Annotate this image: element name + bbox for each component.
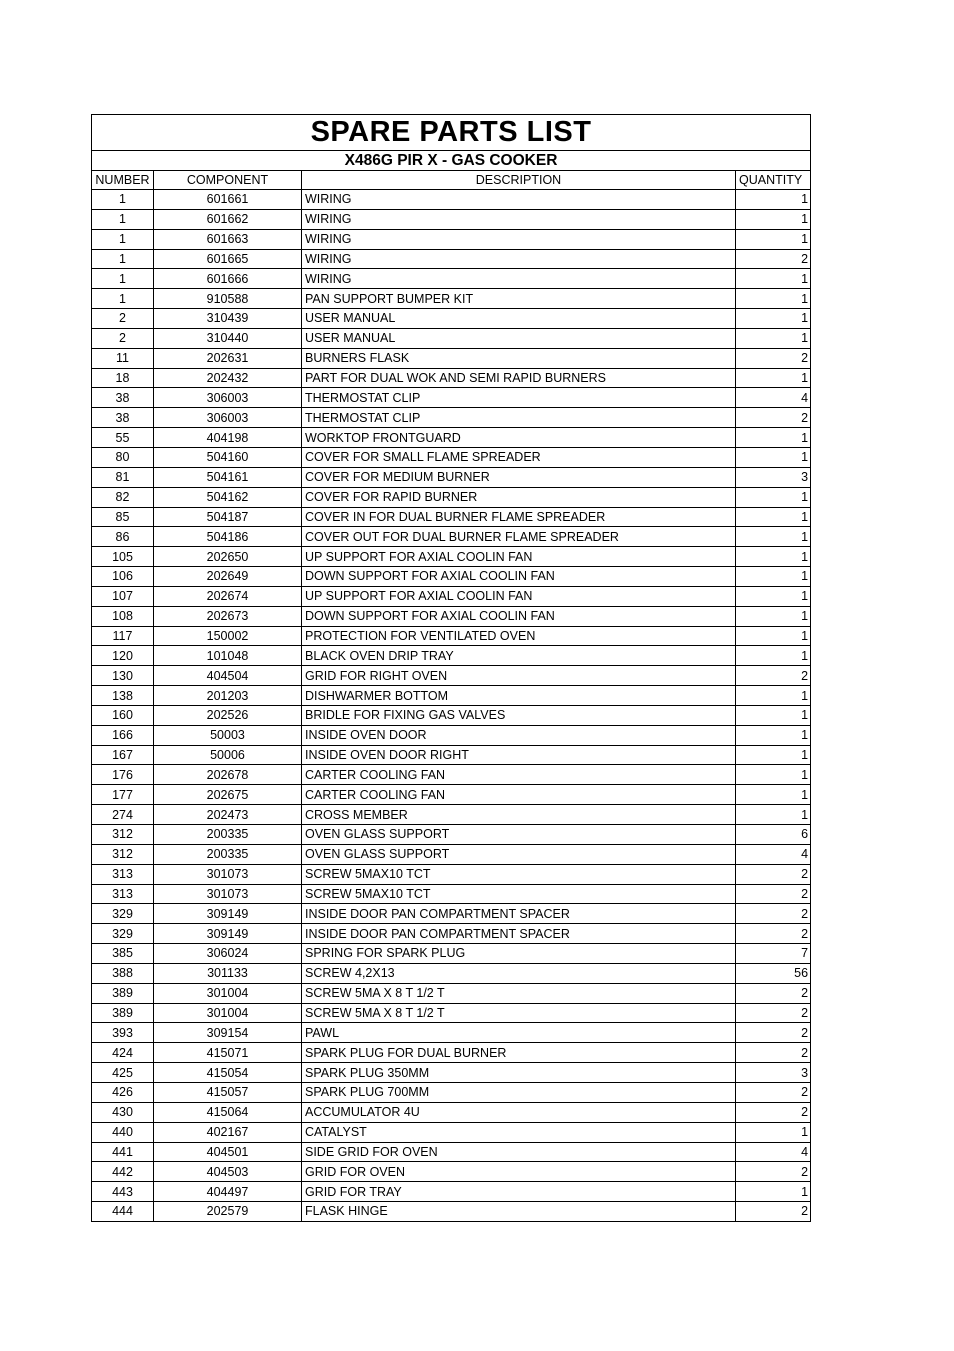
part-description: FLASK HINGE xyxy=(302,1202,736,1222)
part-quantity: 1 xyxy=(736,626,811,646)
component-code: 309149 xyxy=(154,924,302,944)
table-row xyxy=(92,666,811,686)
table-row xyxy=(92,309,811,329)
table-row xyxy=(92,864,811,884)
part-number: 2 xyxy=(92,328,154,348)
part-quantity: 2 xyxy=(736,1023,811,1043)
table-row xyxy=(92,725,811,745)
part-number: 1 xyxy=(92,289,154,309)
part-description: PAN SUPPORT BUMPER KIT xyxy=(302,289,736,309)
part-number: 85 xyxy=(92,507,154,527)
part-description: WIRING xyxy=(302,249,736,269)
table-row xyxy=(92,1162,811,1182)
part-quantity: 1 xyxy=(736,705,811,725)
part-number: 86 xyxy=(92,527,154,547)
part-number: 426 xyxy=(92,1082,154,1102)
table-row xyxy=(92,844,811,864)
table-row xyxy=(92,805,811,825)
part-description: COVER FOR RAPID BURNER xyxy=(302,487,736,507)
part-description: UP SUPPORT FOR AXIAL COOLIN FAN xyxy=(302,547,736,567)
component-code: 601663 xyxy=(154,229,302,249)
part-description: COVER FOR SMALL FLAME SPREADER xyxy=(302,447,736,467)
part-quantity: 1 xyxy=(736,1182,811,1202)
part-description: SCREW 5MA X 8 T 1/2 T xyxy=(302,1003,736,1023)
part-quantity: 2 xyxy=(736,1102,811,1122)
part-quantity: 1 xyxy=(736,309,811,329)
part-description: OVEN GLASS SUPPORT xyxy=(302,825,736,845)
component-code: 504186 xyxy=(154,527,302,547)
part-number: 1 xyxy=(92,190,154,210)
part-number: 82 xyxy=(92,487,154,507)
part-description: SPARK PLUG 700MM xyxy=(302,1082,736,1102)
table-row xyxy=(92,1142,811,1162)
part-number: 424 xyxy=(92,1043,154,1063)
column-header-number: NUMBER xyxy=(92,171,154,190)
component-code: 310440 xyxy=(154,328,302,348)
component-code: 200335 xyxy=(154,844,302,864)
component-code: 415057 xyxy=(154,1082,302,1102)
component-code: 301073 xyxy=(154,884,302,904)
part-quantity: 1 xyxy=(736,368,811,388)
table-row xyxy=(92,765,811,785)
part-quantity: 1 xyxy=(736,447,811,467)
part-quantity: 1 xyxy=(736,269,811,289)
component-code: 301133 xyxy=(154,963,302,983)
part-number: 81 xyxy=(92,467,154,487)
part-description: CARTER COOLING FAN xyxy=(302,765,736,785)
part-number: 106 xyxy=(92,567,154,587)
part-quantity: 2 xyxy=(736,1003,811,1023)
component-code: 310439 xyxy=(154,309,302,329)
component-code: 910588 xyxy=(154,289,302,309)
part-description: PART FOR DUAL WOK AND SEMI RAPID BURNERS xyxy=(302,368,736,388)
component-code: 202631 xyxy=(154,348,302,368)
table-row xyxy=(92,686,811,706)
part-quantity: 1 xyxy=(736,586,811,606)
part-quantity: 1 xyxy=(736,785,811,805)
table-row xyxy=(92,1023,811,1043)
part-quantity: 1 xyxy=(736,606,811,626)
spare-parts-table xyxy=(91,114,811,1222)
part-description: WORKTOP FRONTGUARD xyxy=(302,428,736,448)
part-number: 313 xyxy=(92,864,154,884)
part-number: 130 xyxy=(92,666,154,686)
part-number: 388 xyxy=(92,963,154,983)
component-code: 504161 xyxy=(154,467,302,487)
part-description: CATALYST xyxy=(302,1122,736,1142)
part-description: THERMOSTAT CLIP xyxy=(302,388,736,408)
part-quantity: 56 xyxy=(736,963,811,983)
part-number: 117 xyxy=(92,626,154,646)
part-number: 441 xyxy=(92,1142,154,1162)
page-title: SPARE PARTS LIST xyxy=(92,115,811,151)
part-number: 443 xyxy=(92,1182,154,1202)
part-quantity: 2 xyxy=(736,666,811,686)
table-row xyxy=(92,388,811,408)
part-number: 312 xyxy=(92,825,154,845)
part-quantity: 1 xyxy=(736,745,811,765)
part-description: SPARK PLUG 350MM xyxy=(302,1063,736,1083)
table-row xyxy=(92,924,811,944)
component-code: 306003 xyxy=(154,388,302,408)
column-header-component: COMPONENT xyxy=(154,171,302,190)
column-header-quantity: QUANTITY xyxy=(736,171,811,190)
part-quantity: 1 xyxy=(736,209,811,229)
part-number: 442 xyxy=(92,1162,154,1182)
table-row xyxy=(92,209,811,229)
part-description: CARTER COOLING FAN xyxy=(302,785,736,805)
part-quantity: 1 xyxy=(736,328,811,348)
component-code: 202649 xyxy=(154,567,302,587)
table-row xyxy=(92,825,811,845)
part-quantity: 1 xyxy=(736,805,811,825)
part-number: 120 xyxy=(92,646,154,666)
part-number: 80 xyxy=(92,447,154,467)
part-number: 107 xyxy=(92,586,154,606)
component-code: 309154 xyxy=(154,1023,302,1043)
component-code: 202673 xyxy=(154,606,302,626)
component-code: 601665 xyxy=(154,249,302,269)
part-quantity: 2 xyxy=(736,1202,811,1222)
part-quantity: 2 xyxy=(736,904,811,924)
part-quantity: 2 xyxy=(736,408,811,428)
component-code: 301073 xyxy=(154,864,302,884)
part-description: BRIDLE FOR FIXING GAS VALVES xyxy=(302,705,736,725)
part-number: 274 xyxy=(92,805,154,825)
part-description: SCREW 5MAX10 TCT xyxy=(302,884,736,904)
part-quantity: 1 xyxy=(736,725,811,745)
part-number: 440 xyxy=(92,1122,154,1142)
part-description: WIRING xyxy=(302,269,736,289)
part-quantity: 1 xyxy=(736,229,811,249)
part-description: COVER OUT FOR DUAL BURNER FLAME SPREADER xyxy=(302,527,736,547)
part-number: 105 xyxy=(92,547,154,567)
table-row xyxy=(92,547,811,567)
table-row xyxy=(92,785,811,805)
component-code: 309149 xyxy=(154,904,302,924)
component-code: 202432 xyxy=(154,368,302,388)
table-row xyxy=(92,408,811,428)
part-number: 393 xyxy=(92,1023,154,1043)
table-row xyxy=(92,527,811,547)
part-description: PROTECTION FOR VENTILATED OVEN xyxy=(302,626,736,646)
table-row xyxy=(92,1063,811,1083)
part-description: INSIDE OVEN DOOR xyxy=(302,725,736,745)
component-code: 202579 xyxy=(154,1202,302,1222)
component-code: 150002 xyxy=(154,626,302,646)
part-description: OVEN GLASS SUPPORT xyxy=(302,844,736,864)
table-row xyxy=(92,586,811,606)
part-number: 176 xyxy=(92,765,154,785)
part-description: WIRING xyxy=(302,209,736,229)
part-number: 389 xyxy=(92,983,154,1003)
component-code: 50006 xyxy=(154,745,302,765)
component-code: 504160 xyxy=(154,447,302,467)
part-quantity: 4 xyxy=(736,844,811,864)
part-number: 160 xyxy=(92,705,154,725)
part-description: SPARK PLUG FOR DUAL BURNER xyxy=(302,1043,736,1063)
part-quantity: 1 xyxy=(736,1122,811,1142)
table-row xyxy=(92,328,811,348)
component-code: 301004 xyxy=(154,983,302,1003)
part-quantity: 2 xyxy=(736,983,811,1003)
part-description: GRID FOR RIGHT OVEN xyxy=(302,666,736,686)
part-quantity: 2 xyxy=(736,1162,811,1182)
component-code: 404497 xyxy=(154,1182,302,1202)
part-number: 55 xyxy=(92,428,154,448)
part-quantity: 1 xyxy=(736,547,811,567)
part-quantity: 4 xyxy=(736,388,811,408)
part-description: GRID FOR OVEN xyxy=(302,1162,736,1182)
part-description: GRID FOR TRAY xyxy=(302,1182,736,1202)
part-number: 1 xyxy=(92,229,154,249)
component-code: 202650 xyxy=(154,547,302,567)
component-code: 504162 xyxy=(154,487,302,507)
part-description: SCREW 5MAX10 TCT xyxy=(302,864,736,884)
table-row xyxy=(92,606,811,626)
component-code: 202674 xyxy=(154,586,302,606)
part-number: 177 xyxy=(92,785,154,805)
part-number: 108 xyxy=(92,606,154,626)
part-number: 389 xyxy=(92,1003,154,1023)
part-quantity: 3 xyxy=(736,467,811,487)
table-row xyxy=(92,447,811,467)
table-row xyxy=(92,904,811,924)
part-description: INSIDE DOOR PAN COMPARTMENT SPACER xyxy=(302,904,736,924)
part-quantity: 1 xyxy=(736,686,811,706)
model-subtitle: X486G PIR X - GAS COOKER xyxy=(92,151,811,171)
part-description: DISHWARMER BOTTOM xyxy=(302,686,736,706)
component-code: 50003 xyxy=(154,725,302,745)
part-quantity: 2 xyxy=(736,864,811,884)
part-description: INSIDE OVEN DOOR RIGHT xyxy=(302,745,736,765)
component-code: 306024 xyxy=(154,944,302,964)
table-row xyxy=(92,1102,811,1122)
part-quantity: 2 xyxy=(736,924,811,944)
part-description: THERMOSTAT CLIP xyxy=(302,408,736,428)
part-number: 38 xyxy=(92,408,154,428)
component-code: 202675 xyxy=(154,785,302,805)
part-description: SCREW 5MA X 8 T 1/2 T xyxy=(302,983,736,1003)
part-number: 2 xyxy=(92,309,154,329)
component-code: 306003 xyxy=(154,408,302,428)
part-quantity: 1 xyxy=(736,428,811,448)
table-row xyxy=(92,348,811,368)
part-description: SPRING FOR SPARK PLUG xyxy=(302,944,736,964)
component-code: 404504 xyxy=(154,666,302,686)
table-row xyxy=(92,944,811,964)
part-quantity: 2 xyxy=(736,1043,811,1063)
part-number: 444 xyxy=(92,1202,154,1222)
component-code: 202473 xyxy=(154,805,302,825)
part-description: WIRING xyxy=(302,229,736,249)
part-number: 167 xyxy=(92,745,154,765)
component-code: 404198 xyxy=(154,428,302,448)
part-quantity: 1 xyxy=(736,527,811,547)
table-row xyxy=(92,1202,811,1222)
table-row xyxy=(92,646,811,666)
part-number: 425 xyxy=(92,1063,154,1083)
part-description: COVER FOR MEDIUM BURNER xyxy=(302,467,736,487)
component-code: 201203 xyxy=(154,686,302,706)
part-number: 18 xyxy=(92,368,154,388)
part-number: 1 xyxy=(92,269,154,289)
table-row xyxy=(92,983,811,1003)
part-description: BURNERS FLASK xyxy=(302,348,736,368)
part-quantity: 2 xyxy=(736,348,811,368)
part-description: BLACK OVEN DRIP TRAY xyxy=(302,646,736,666)
component-code: 415071 xyxy=(154,1043,302,1063)
table-row xyxy=(92,467,811,487)
component-code: 301004 xyxy=(154,1003,302,1023)
part-quantity: 1 xyxy=(736,646,811,666)
table-row xyxy=(92,963,811,983)
part-quantity: 1 xyxy=(736,765,811,785)
part-number: 312 xyxy=(92,844,154,864)
part-number: 1 xyxy=(92,209,154,229)
part-quantity: 1 xyxy=(736,289,811,309)
component-code: 601661 xyxy=(154,190,302,210)
table-row xyxy=(92,190,811,210)
parts-rows xyxy=(92,190,811,1222)
part-description: COVER IN FOR DUAL BURNER FLAME SPREADER xyxy=(302,507,736,527)
part-quantity: 3 xyxy=(736,1063,811,1083)
component-code: 404501 xyxy=(154,1142,302,1162)
part-quantity: 2 xyxy=(736,884,811,904)
part-description: DOWN SUPPORT FOR AXIAL COOLIN FAN xyxy=(302,606,736,626)
table-row xyxy=(92,249,811,269)
part-description: USER MANUAL xyxy=(302,309,736,329)
component-code: 202526 xyxy=(154,705,302,725)
component-code: 601666 xyxy=(154,269,302,289)
table-row xyxy=(92,487,811,507)
column-header-description: DESCRIPTION xyxy=(302,171,736,190)
part-quantity: 1 xyxy=(736,190,811,210)
part-number: 38 xyxy=(92,388,154,408)
part-quantity: 2 xyxy=(736,1082,811,1102)
table-row xyxy=(92,745,811,765)
part-number: 329 xyxy=(92,904,154,924)
part-description: USER MANUAL xyxy=(302,328,736,348)
component-code: 415064 xyxy=(154,1102,302,1122)
table-row xyxy=(92,368,811,388)
part-number: 385 xyxy=(92,944,154,964)
table-row xyxy=(92,229,811,249)
table-row xyxy=(92,428,811,448)
table-row xyxy=(92,626,811,646)
table-row xyxy=(92,507,811,527)
part-number: 138 xyxy=(92,686,154,706)
component-code: 601662 xyxy=(154,209,302,229)
table-row xyxy=(92,884,811,904)
table-row xyxy=(92,705,811,725)
part-description: WIRING xyxy=(302,190,736,210)
part-description: PAWL xyxy=(302,1023,736,1043)
part-description: INSIDE DOOR PAN COMPARTMENT SPACER xyxy=(302,924,736,944)
part-quantity: 1 xyxy=(736,567,811,587)
table-row xyxy=(92,289,811,309)
part-description: SCREW 4,2X13 xyxy=(302,963,736,983)
part-number: 11 xyxy=(92,348,154,368)
component-code: 404503 xyxy=(154,1162,302,1182)
component-code: 402167 xyxy=(154,1122,302,1142)
part-quantity: 2 xyxy=(736,249,811,269)
part-quantity: 4 xyxy=(736,1142,811,1162)
component-code: 202678 xyxy=(154,765,302,785)
part-number: 166 xyxy=(92,725,154,745)
part-quantity: 7 xyxy=(736,944,811,964)
part-number: 329 xyxy=(92,924,154,944)
component-code: 504187 xyxy=(154,507,302,527)
part-quantity: 6 xyxy=(736,825,811,845)
component-code: 101048 xyxy=(154,646,302,666)
part-number: 430 xyxy=(92,1102,154,1122)
table-row xyxy=(92,567,811,587)
part-number: 1 xyxy=(92,249,154,269)
table-row xyxy=(92,1003,811,1023)
table-row xyxy=(92,269,811,289)
component-code: 200335 xyxy=(154,825,302,845)
part-quantity: 1 xyxy=(736,487,811,507)
table-row xyxy=(92,1082,811,1102)
table-row xyxy=(92,1182,811,1202)
part-description: ACCUMULATOR 4U xyxy=(302,1102,736,1122)
table-row xyxy=(92,1122,811,1142)
part-description: UP SUPPORT FOR AXIAL COOLIN FAN xyxy=(302,586,736,606)
table-row xyxy=(92,1043,811,1063)
part-description: CROSS MEMBER xyxy=(302,805,736,825)
part-quantity: 1 xyxy=(736,507,811,527)
part-number: 313 xyxy=(92,884,154,904)
part-description: DOWN SUPPORT FOR AXIAL COOLIN FAN xyxy=(302,567,736,587)
part-description: SIDE GRID FOR OVEN xyxy=(302,1142,736,1162)
spare-parts-sheet xyxy=(91,114,810,1222)
component-code: 415054 xyxy=(154,1063,302,1083)
